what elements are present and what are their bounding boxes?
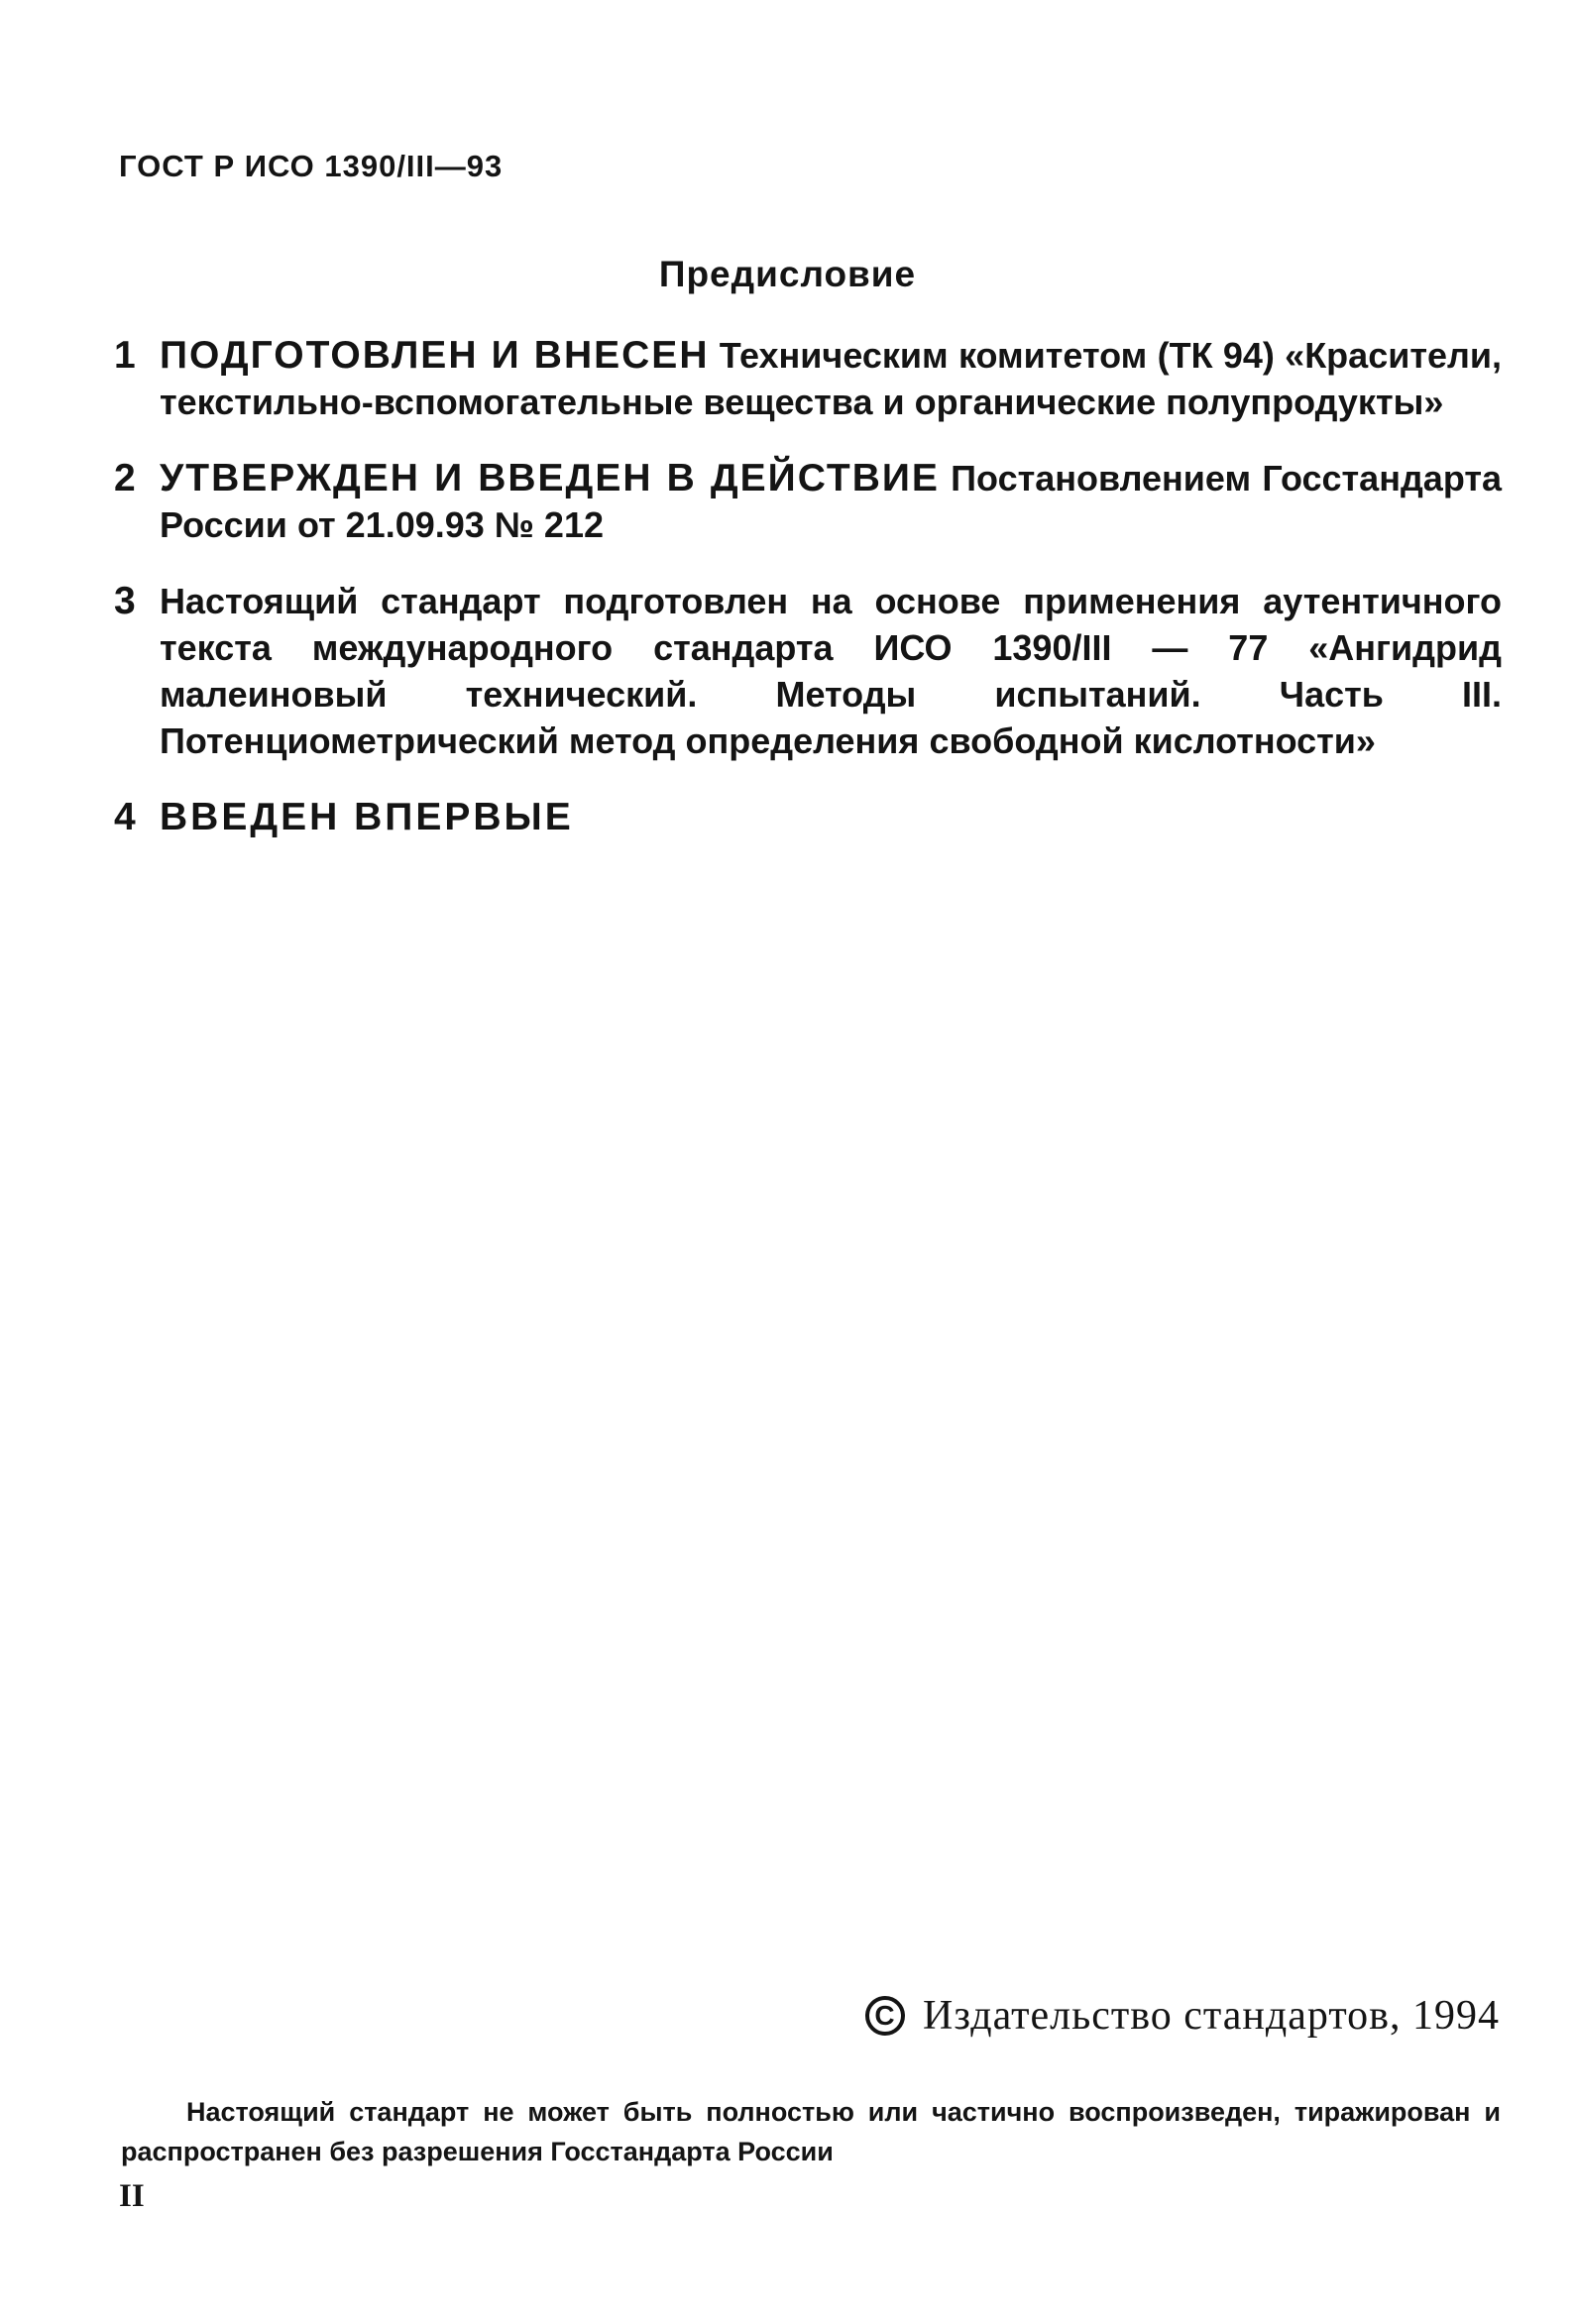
- preface-item: [114, 794, 1502, 840]
- item-text: [160, 578, 1502, 764]
- copyright-line: [865, 1992, 1500, 2040]
- copyright-text: Издательство стандартов, 1994: [923, 1993, 1500, 2039]
- reproduction-notice: Настоящий стандарт не может быть полностью или частично воспроизведен, тиражирован и распространен без разрешения Госстандарта России: [121, 2097, 1501, 2166]
- item-body: Техническим комитетом (ТК 94) «Красители, текстильно-вспомогательные вещества и органические полупродукты»: [160, 335, 1502, 422]
- item-number: 2: [114, 457, 136, 499]
- item-number: 1: [114, 334, 136, 377]
- item-caps-phrase: ПОДГОТОВЛЕН И ВНЕСЕН: [160, 334, 710, 377]
- preface-list: [114, 332, 1502, 870]
- standard-designation: ГОСТ Р ИСО 1390/III—93: [119, 149, 504, 183]
- page-number: II: [119, 2178, 145, 2214]
- preface-item: [114, 455, 1502, 548]
- item-body: Постановлением Госстандарта России от 21.09.93 № 212: [160, 458, 1502, 545]
- item-body: Настоящий стандарт подготовлен на основе применения аутентичного текста международного стандарта ИСО 1390/III — 77 «Ангидрид малеиновый технический. Методы испытаний. Часть III. Потенциометрический метод определения свободной кислотности»: [160, 581, 1502, 761]
- preface-item: [114, 332, 1502, 425]
- preface-title: Предисловие: [658, 254, 917, 294]
- item-text: [160, 794, 1502, 840]
- item-caps-phrase: УТВЕРЖДЕН И ВВЕДЕН В ДЕЙСТВИЕ: [160, 457, 940, 499]
- item-number: 3: [114, 580, 136, 622]
- item-text: [160, 332, 1502, 425]
- item-body: ВВЕДЕН ВПЕРВЫЕ: [160, 796, 574, 838]
- item-text: [160, 455, 1502, 548]
- item-number: 4: [114, 796, 136, 838]
- copyright-icon: C: [865, 1996, 905, 2036]
- preface-item: [114, 578, 1502, 764]
